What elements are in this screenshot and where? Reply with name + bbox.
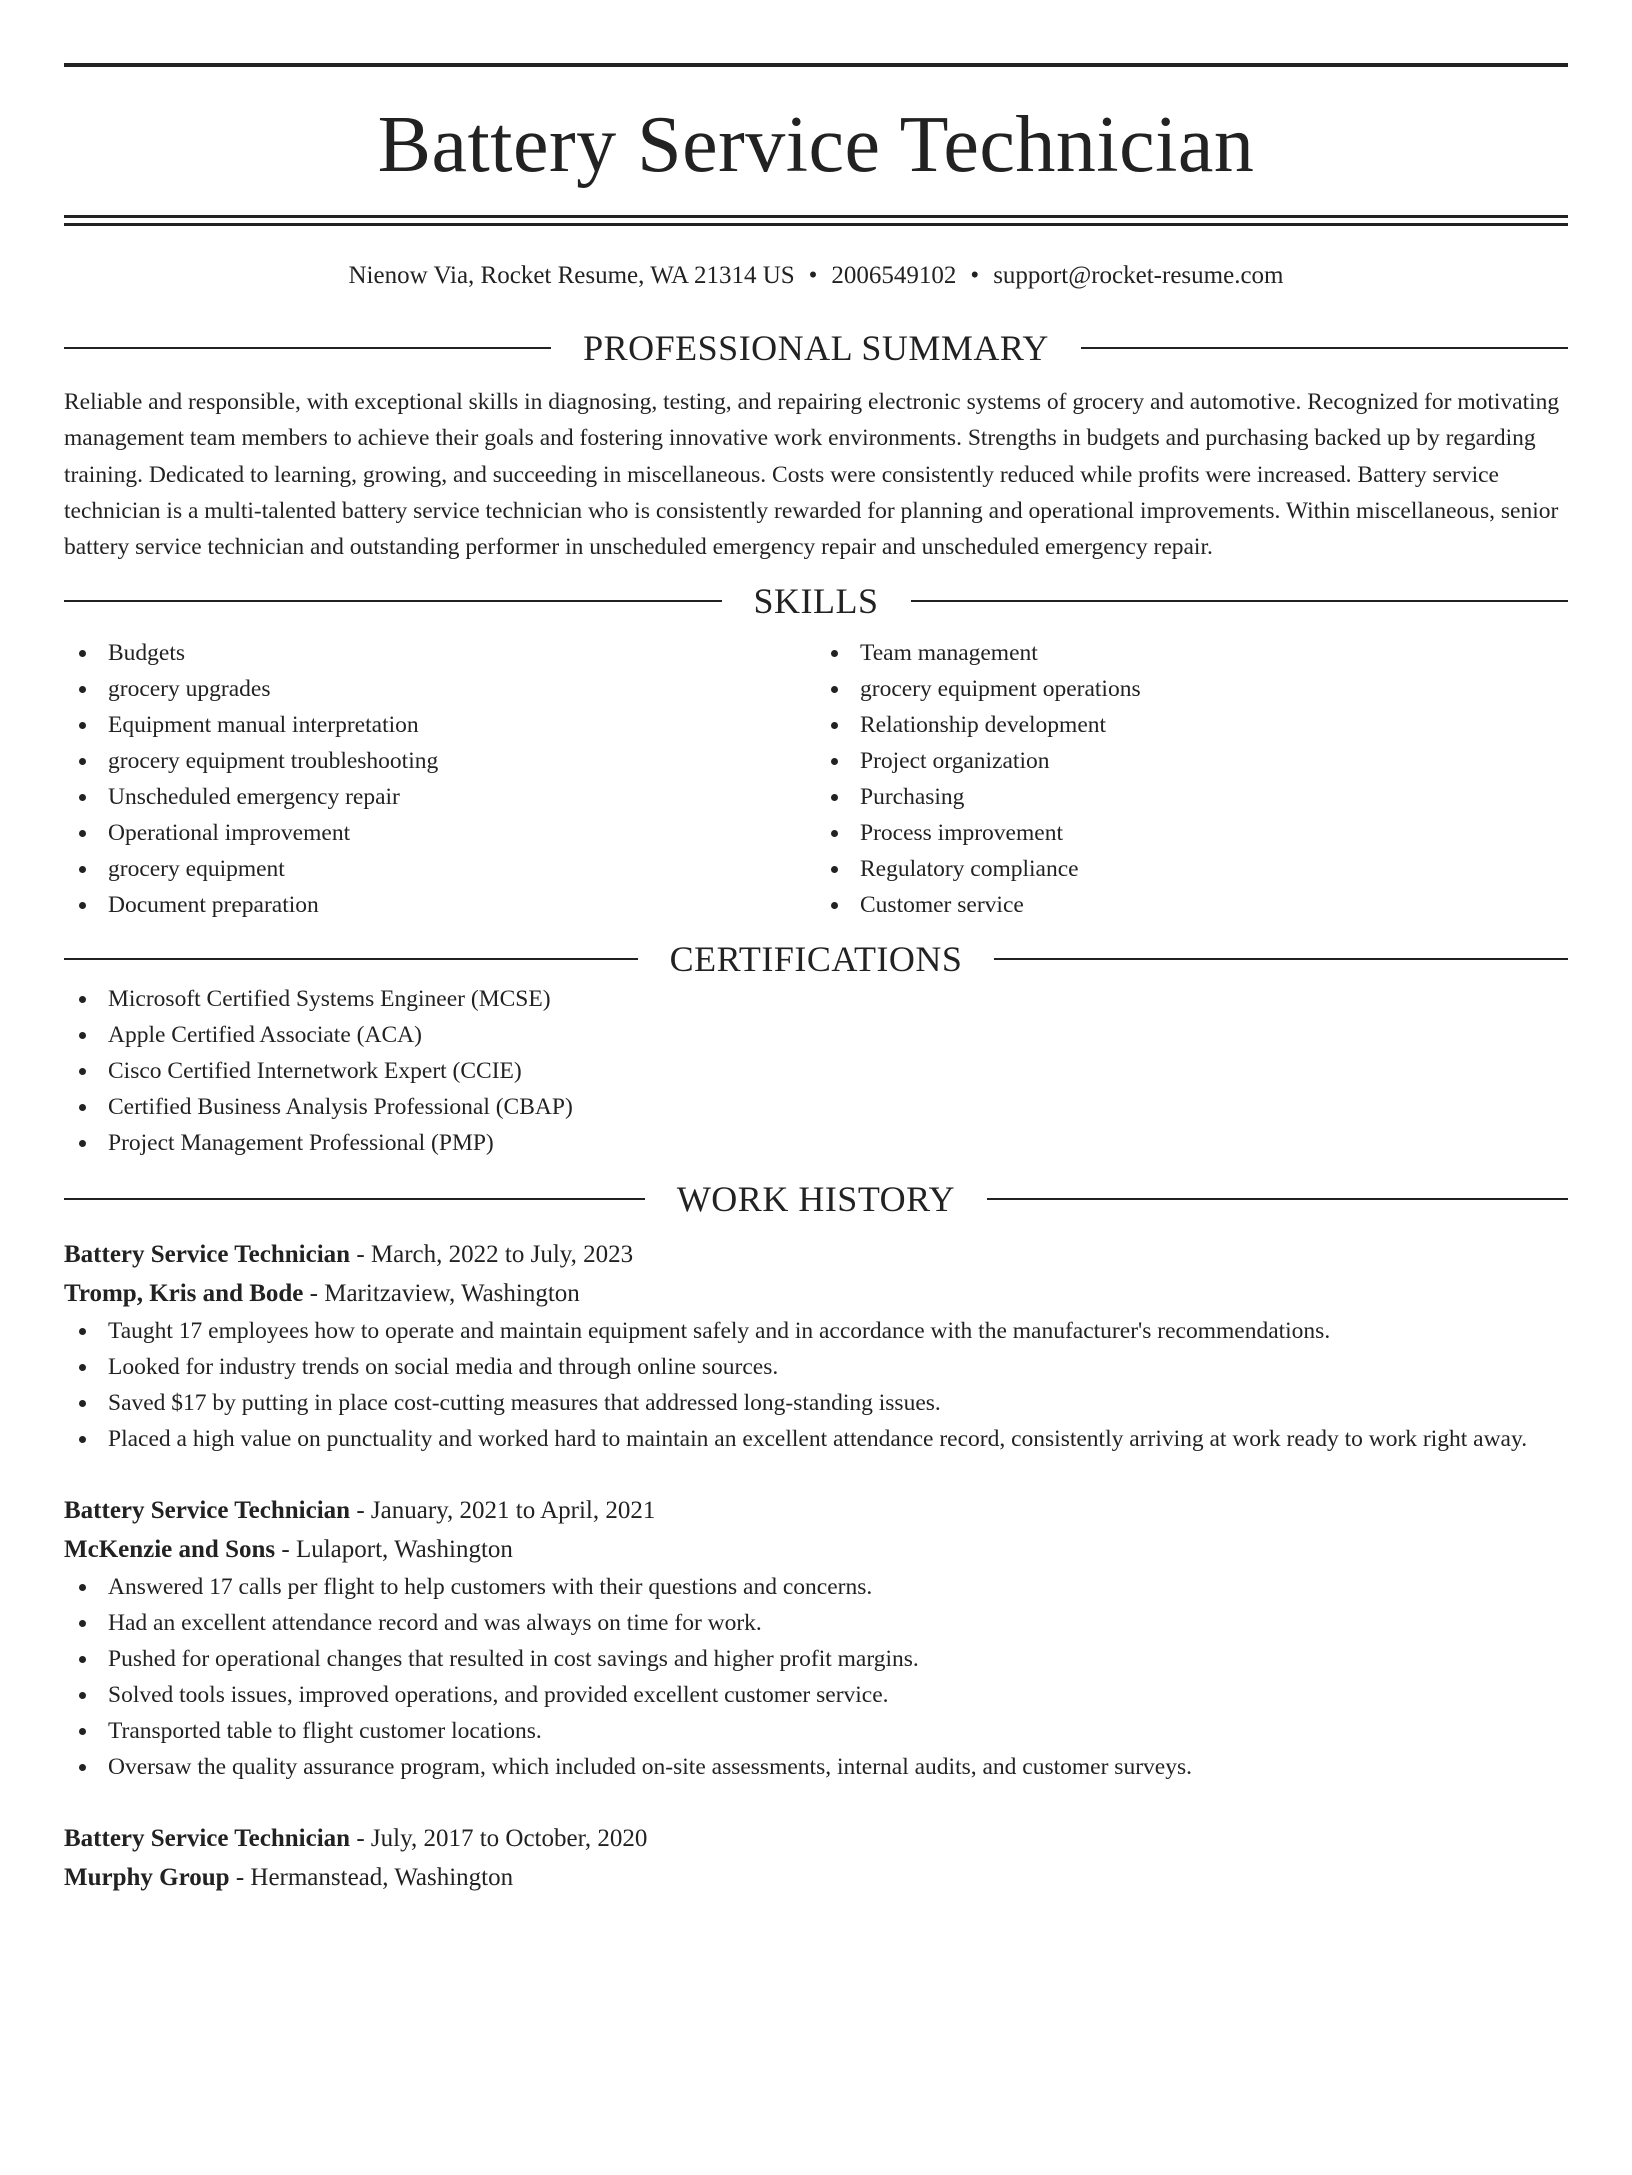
heading-rule-right	[994, 958, 1568, 960]
summary-heading	[64, 326, 1568, 370]
job-bullet: Had an excellent attendance record and was always on time for work.	[64, 1605, 1568, 1641]
job-company-line	[64, 1530, 1568, 1569]
job-role: Battery Service Technician	[64, 1241, 351, 1269]
skill-item: Operational improvement	[64, 815, 816, 851]
work-history-heading	[64, 1177, 1568, 1221]
resume-title: Battery Service Technician	[377, 101, 1255, 189]
skill-item: Customer service	[816, 887, 1568, 923]
job-bullet-list	[64, 1313, 1568, 1457]
certification-item: Certified Business Analysis Professional (CBAP)	[64, 1089, 1568, 1125]
heading-rule-right	[987, 1198, 1568, 1200]
job-bullet: Transported table to flight customer locations.	[64, 1713, 1568, 1749]
skill-item: Project organization	[816, 743, 1568, 779]
job-bullet: Saved $17 by putting in place cost-cutting measures that addressed long-standing issues.	[64, 1385, 1568, 1421]
job-dates: - July, 2017 to October, 2020	[350, 1825, 648, 1853]
job-entry	[64, 1819, 1568, 1897]
skill-item: Unscheduled emergency repair	[64, 779, 816, 815]
contact-email: support@rocket-resume.com	[993, 262, 1284, 289]
heading-rule-left	[64, 958, 638, 960]
job-company: McKenzie and Sons	[64, 1536, 276, 1564]
certification-item: Cisco Certified Internetwork Expert (CCIE)	[64, 1053, 1568, 1089]
job-bullet: Placed a high value on punctuality and worked hard to maintain an excellent attendance record, consistently arriving at work ready to work right away.	[64, 1421, 1568, 1457]
job-company-line	[64, 1274, 1568, 1313]
certification-item: Apple Certified Associate (ACA)	[64, 1017, 1568, 1053]
summary-text: Reliable and responsible, with exceptional skills in diagnosing, testing, and repairing electronic systems of grocery and automotive. Recognized for motivating management team members to achieve their goals and fostering innovative work environments. Strengths in budgets and purchasing backed up by regarding training. Dedicated to learning, growing, and succeeding in miscellaneous. Costs were consistently reduced while profits were increased. Battery service technician is a multi-talented battery service technician who is consistently rewarded for planning and operational improvements. Within miscellaneous, senior battery service technician and outstanding performer in unscheduled emergency repair and unscheduled emergency repair.	[64, 389, 1560, 561]
skill-item: Regulatory compliance	[816, 851, 1568, 887]
job-bullet: Taught 17 employees how to operate and maintain equipment safely and in accordance with the manufacturer's recommendations.	[64, 1313, 1568, 1349]
skills-heading	[64, 579, 1568, 623]
header	[64, 67, 1568, 215]
skill-item: Budgets	[64, 635, 816, 671]
job-bullet: Looked for industry trends on social media and through online sources.	[64, 1349, 1568, 1385]
job-company-line	[64, 1858, 1568, 1897]
job-bullet: Pushed for operational changes that resulted in cost savings and higher profit margins.	[64, 1641, 1568, 1677]
skill-item: grocery equipment operations	[816, 671, 1568, 707]
contact-line	[64, 260, 1568, 292]
job-title-line	[64, 1235, 1568, 1274]
job-role: Battery Service Technician	[64, 1497, 351, 1525]
job-dates: - January, 2021 to April, 2021	[350, 1497, 656, 1525]
job-entry	[64, 1491, 1568, 1785]
job-company: Tromp, Kris and Bode	[64, 1280, 304, 1308]
certifications-heading	[64, 937, 1568, 981]
heading-rule-right	[911, 600, 1569, 602]
job-location: - Lulaport, Washington	[275, 1536, 513, 1564]
skill-item: grocery equipment troubleshooting	[64, 743, 816, 779]
job-location: - Maritzaview, Washington	[303, 1280, 580, 1308]
certifications-heading-label: CERTIFICATIONS	[669, 939, 963, 980]
job-entry	[64, 1235, 1568, 1457]
heading-rule-right	[1081, 347, 1568, 349]
contact-separator: •	[970, 262, 980, 289]
job-title-line	[64, 1819, 1568, 1858]
job-location: - Hermanstead, Washington	[229, 1864, 514, 1892]
skill-item: Document preparation	[64, 887, 816, 923]
job-dates: - March, 2022 to July, 2023	[350, 1241, 634, 1269]
skills-list-left	[64, 635, 816, 923]
certifications-list	[64, 981, 1568, 1161]
skill-item: grocery upgrades	[64, 671, 816, 707]
resume-page	[0, 63, 1632, 2175]
certification-item: Project Management Professional (PMP)	[64, 1125, 1568, 1161]
job-bullet: Oversaw the quality assurance program, which included on-site assessments, internal audits, and customer surveys.	[64, 1749, 1568, 1785]
contact-phone: 2006549102	[831, 262, 957, 289]
skills-grid	[64, 635, 1568, 923]
skill-item: Equipment manual interpretation	[64, 707, 816, 743]
certification-item: Microsoft Certified Systems Engineer (MCSE)	[64, 981, 1568, 1017]
skill-item: grocery equipment	[64, 851, 816, 887]
job-bullet: Answered 17 calls per flight to help customers with their questions and concerns.	[64, 1569, 1568, 1605]
contact-address: Nienow Via, Rocket Resume, WA 21314 US	[348, 262, 795, 289]
summary-heading-label: PROFESSIONAL SUMMARY	[583, 328, 1049, 368]
skill-item: Relationship development	[816, 707, 1568, 743]
heading-rule-left	[64, 600, 722, 602]
job-title-line	[64, 1491, 1568, 1530]
heading-rule-left	[64, 347, 551, 349]
job-bullet: Solved tools issues, improved operations, and provided excellent customer service.	[64, 1677, 1568, 1713]
contact-separator: •	[808, 262, 818, 289]
job-bullet-list	[64, 1569, 1568, 1785]
header-double-rule	[64, 215, 1568, 226]
job-role: Battery Service Technician	[64, 1825, 351, 1853]
skill-item: Purchasing	[816, 779, 1568, 815]
skill-item: Team management	[816, 635, 1568, 671]
skills-list-right	[816, 635, 1568, 923]
skills-heading-label: SKILLS	[753, 581, 879, 622]
skill-item: Process improvement	[816, 815, 1568, 851]
job-company: Murphy Group	[64, 1864, 230, 1892]
heading-rule-left	[64, 1198, 645, 1200]
work-history-heading-label: WORK HISTORY	[676, 1179, 956, 1220]
